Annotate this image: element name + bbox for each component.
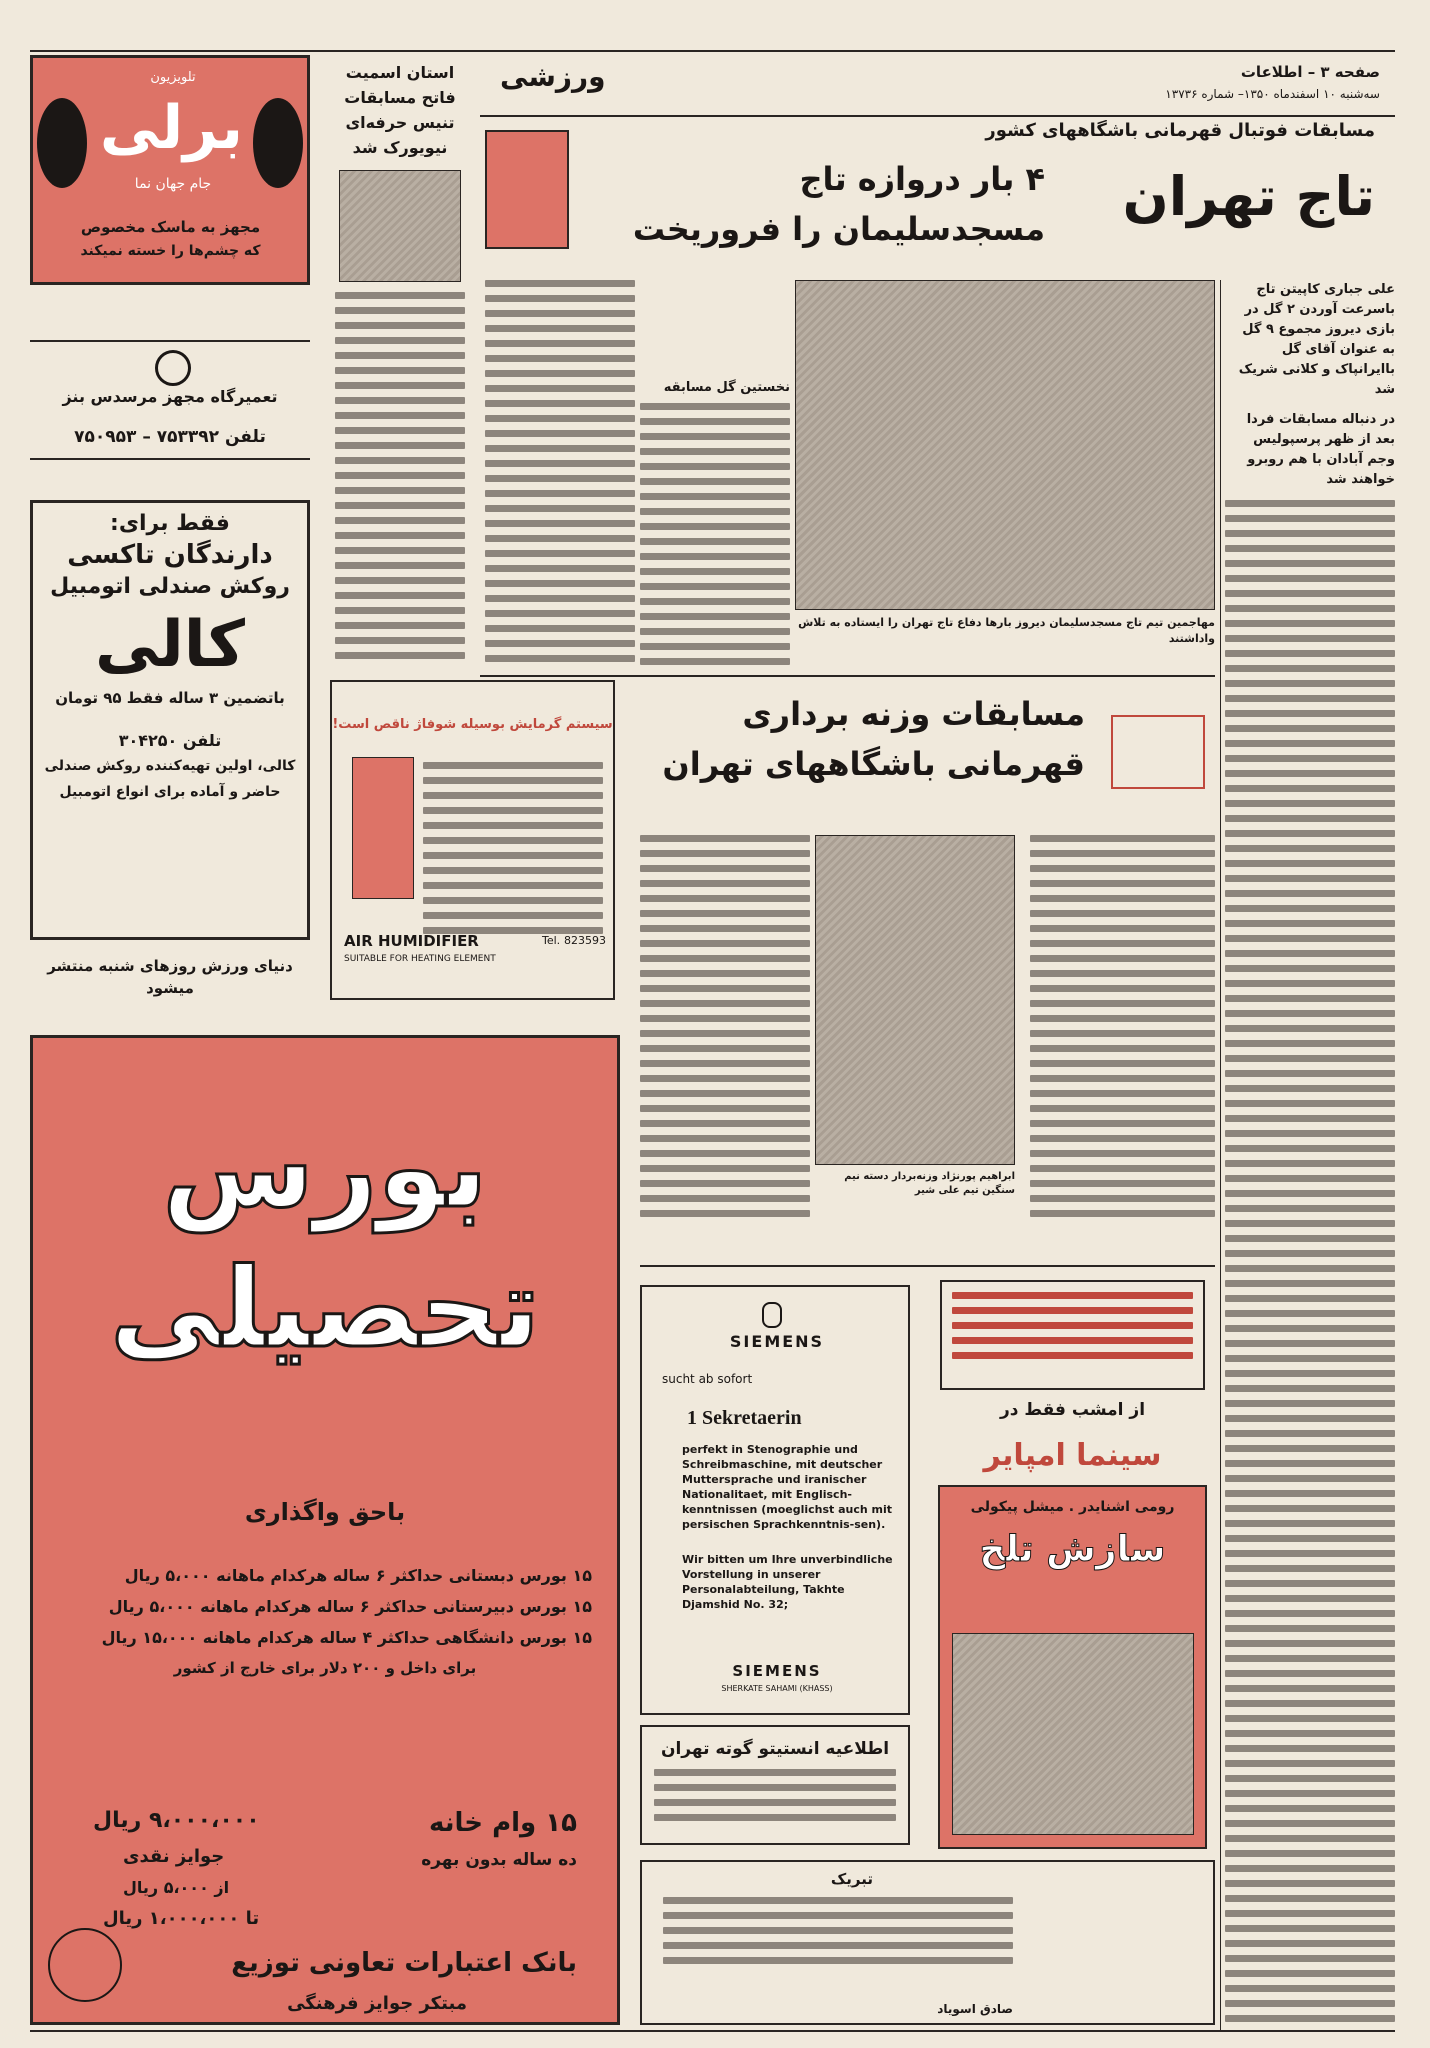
film-stars: رومی اشنایدر . میشل پیکولی: [970, 1499, 1175, 1515]
kali-ready: حاضر و آماده برای انواع اتومبیل: [59, 784, 281, 800]
football-headline-sub1: ۴ بار دروازه تاج: [799, 160, 1045, 198]
scholarship-footer: مبتکر جوایز فرهنگی: [287, 1993, 467, 2014]
football-headline-sub2: مسجدسلیمان را فروریخت: [632, 210, 1045, 248]
weightlifting-title: مسابقات وزنه برداری: [742, 695, 1085, 733]
weightlifting-header: [640, 685, 1215, 830]
siemens-position: 1 Sekretaerin: [687, 1407, 802, 1429]
humidifier-image: [352, 757, 414, 899]
mercedes-logo-icon: [155, 350, 191, 386]
outer-border-top: [30, 50, 1395, 52]
scholarship-bank: بانک اعتبارات تعاونی توزیع: [231, 1948, 577, 1978]
sports-note: دنیای ورزش روزهای شنبه منتشر میشود: [47, 957, 293, 997]
film-poster: [938, 1485, 1207, 1849]
siemens-body: perfekt in Stenographie und Schreibmaschine, mit deutscher Muttersprache und iranischer Nationalitaet, mit Englisch-kenntnissen (moeglichst auch mit persischen Sprachkenntnis-sen).: [682, 1443, 893, 1531]
scholarship-title: بورس تحصیلی: [109, 1104, 541, 1372]
tv-tag: تلویزیون: [150, 70, 196, 85]
football-header: [480, 120, 1395, 270]
congrats-title: تبریک: [830, 1870, 873, 1888]
scholarship-prize-label: جوایز نقدی: [123, 1846, 225, 1867]
kali-ad: [30, 500, 310, 940]
film-photo: [952, 1633, 1194, 1835]
scholarship-ad: [30, 1035, 620, 2025]
tv-brand: برلی: [99, 93, 243, 163]
football-subhead: نخستین گل مسابقه: [663, 380, 790, 395]
goethe-title: اطلاعیه انستیتو گوته تهران: [660, 1739, 890, 1759]
football-kicker: مسابقات فوتبال قهرمانی باشگاههای کشور: [985, 120, 1375, 141]
scholarship-loan-sub: ده ساله بدون بهره: [421, 1850, 577, 1870]
scholarship-to: تا ۱،۰۰۰،۰۰۰ ریال: [103, 1908, 260, 1929]
weightlifting-photo-caption: ابراهیم پورنژاد وزنه‌بردار دسته نیم سنگین تیم علی شیر: [844, 1171, 1015, 1196]
mercedes-phone: تلفن ۷۵۳۳۹۲ – ۷۵۰۹۵۳: [74, 427, 266, 447]
siemens-ad: [640, 1285, 910, 1715]
scholarship-line2: ۱۵ بورس دبیرستانی حداکثر ۶ ساله هرکدام ماهانه ۵،۰۰۰ ریال: [108, 1597, 592, 1616]
col-rule-right: [1220, 280, 1221, 2030]
date-info: سه‌شنبه ۱۰ اسفندماه ۱۳۵۰– شماره ۱۳۷۳۶: [1165, 87, 1380, 101]
cinema-name: سینما امپایر: [983, 1438, 1162, 1473]
kali-sub1: دارندگان تاکسی: [67, 540, 273, 570]
football-icon: [485, 130, 569, 249]
football-body-col1: [640, 280, 790, 670]
siemens-request: Wir bitten um Ihre unverbindliche Vorstellung in unserer Personalabteilung, Takhte Djamshid No. 32;: [682, 1553, 893, 1611]
humidifier-brand: AIR HUMIDIFIER: [344, 932, 479, 950]
kali-brand: کالی: [94, 608, 246, 682]
scholarship-loan-title: ۱۵ وام خانه: [428, 1808, 577, 1838]
kali-sub2: روکش صندلی اتومبیل: [50, 574, 290, 599]
tv-line1: مجهز به ماسک مخصوص: [80, 218, 261, 236]
cinema-promo-box: [940, 1280, 1205, 1390]
kali-tagline: کالی، اولین تهیه‌کننده روکش صندلی: [44, 758, 296, 774]
kali-warranty: باتضمین ۳ ساله فقط ۹۵ تومان: [55, 689, 285, 707]
tennis-photo: [339, 170, 461, 282]
siemens-footer-sub: SHERKATE SAHAMI (KHASS): [721, 1684, 833, 1693]
tennis-title: استان اسمیت فاتح مسابقات تنیس حرفه‌ای نیویورک شد: [344, 63, 456, 157]
football-headline-main: تاج تهران: [1122, 165, 1375, 228]
humidifier-tel: 823593: [564, 934, 606, 947]
tv-line2: که چشم‌ها را خسته نمیکند: [80, 243, 261, 259]
football-lead: علی جباری کاپیتن تاج باسرعت آوردن ۲ گل در بازی دیروز مجموع ۹ گل به عنوان آقای گل باایرانپاک و کلانی شریک شد: [1238, 282, 1395, 397]
siemens-footer-logo: SIEMENS: [732, 1662, 822, 1680]
kali-title: فقط برای:: [110, 511, 230, 536]
congrats-notice: [640, 1860, 1215, 2025]
weightlifting-bottom-rule: [640, 1265, 1215, 1267]
page-header: [480, 55, 1400, 115]
film-title: سازش تلخ: [979, 1529, 1166, 1570]
scholarship-line4: برای داخل و ۲۰۰ دلار برای خارج از کشور: [173, 1659, 477, 1677]
scholarship-prize: ۹،۰۰۰،۰۰۰ ریال: [93, 1808, 260, 1833]
kali-phone: تلفن ۳۰۴۲۵۰: [118, 731, 222, 750]
scholarship-line1: ۱۵ بورس دبستانی حداکثر ۶ ساله هرکدام ماهانه ۵،۰۰۰ ریال: [124, 1566, 592, 1585]
weightlifting-body-left: [640, 835, 810, 1255]
bank-seal-icon: [48, 1928, 122, 2002]
weightlifting-photo: [815, 835, 1015, 1165]
eye-icon-left: [37, 98, 87, 188]
humidifier-ad: [330, 680, 615, 1000]
page-info: صفحه ۳ – اطلاعات: [1240, 63, 1380, 81]
goethe-notice: [640, 1725, 910, 1845]
section-title: ورزشی: [500, 60, 606, 93]
header-rule: [480, 115, 1395, 117]
humidifier-title: سیستم گرمایش بوسیله شوفاژ ناقص است!: [332, 717, 613, 732]
football-lead-column: [1225, 280, 1395, 2030]
weightlifting-subtitle: قهرمانی باشگاههای تهران: [662, 745, 1085, 783]
tennis-body: [330, 292, 470, 665]
football-photo: [795, 280, 1215, 610]
mercedes-ad: [30, 340, 310, 460]
humidifier-tel-label: Tel.: [542, 934, 561, 947]
humidifier-brand-sub: SUITABLE FOR HEATING ELEMENT: [344, 954, 496, 964]
siemens-logo: SIEMENS: [729, 1332, 825, 1351]
outer-border-bottom: [30, 2030, 1395, 2032]
eye-icon-right: [253, 98, 303, 188]
football-body-col2: [485, 280, 635, 670]
cinema-ad: [930, 1275, 1215, 1865]
scholarship-from: از ۵،۰۰۰ ریال: [123, 1878, 230, 1897]
mercedes-title: تعمیرگاه مجهز مرسدس بنز: [62, 387, 278, 406]
football-lead2: در دنباله مسابقات فردا بعد از ظهر پرسپولیس وجم آبادان با هم روبرو خواهند شد: [1246, 412, 1395, 487]
football-bottom-rule: [480, 675, 1215, 677]
siemens-logo-icon: [762, 1302, 782, 1328]
weightlifting-body-right: [1030, 835, 1215, 1255]
tv-sub: جام جهان نما: [134, 176, 212, 192]
scholarship-sub: باحق واگذاری: [244, 1498, 406, 1526]
congrats-signature: صادق اسویاد: [937, 2002, 1013, 2016]
siemens-sucht: sucht ab sofort: [662, 1372, 753, 1386]
football-photo-caption: مهاجمین تیم تاج مسجدسلیمان دیروز بارها دفاع تاج تهران را ایستاده به تلاش واداشتند: [798, 616, 1215, 645]
cinema-premiere: از امشب فقط در: [999, 1400, 1146, 1420]
tennis-article: [330, 55, 470, 665]
scholarship-line3: ۱۵ بورس دانشگاهی حداکثر ۴ ساله هرکدام ماهانه ۱۵،۰۰۰ ریال: [101, 1628, 592, 1647]
weightlifting-logo-icon: [1111, 715, 1205, 789]
tv-ad: [30, 55, 310, 285]
